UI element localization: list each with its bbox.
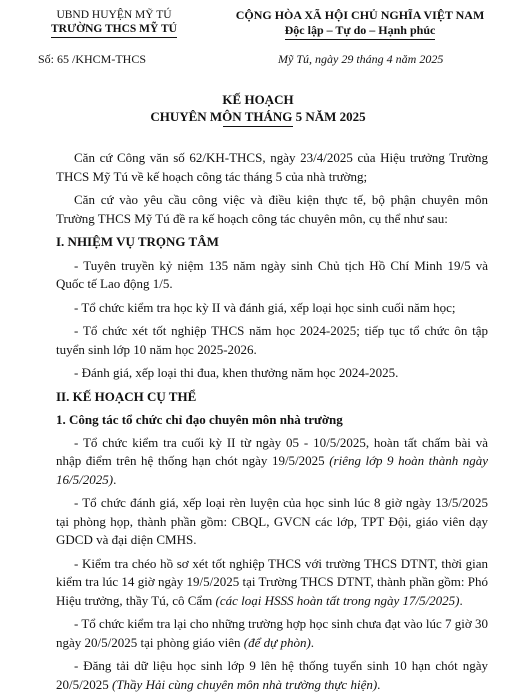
section-1-item: - Tổ chức kiểm tra học kỳ II và đánh giá, xếp loại học sinh cuối năm học; [74, 299, 456, 315]
item-tail: . [459, 592, 463, 608]
item-tail: . [310, 634, 315, 650]
item-tail: . [377, 676, 381, 692]
item-note: (riêng lớp 9 hoàn thành ngày 16/5/2025) [56, 453, 488, 487]
item-text: - Tổ chức đánh giá, xếp loại rèn luyện của học sinh lúc 8 giờ ngày 13/5/2025 tại phòng họp, thành phần gồm: CBQL, GVCN các lớp, TPT Đội, giáo viên dạy GDCD và đại diện CMHS. [56, 495, 488, 547]
document-title [0, 91, 516, 127]
section-2-item [56, 494, 488, 550]
issuing-organization [24, 8, 204, 38]
item-text: - Tổ chức kiểm tra lại cho những trường hợp học sinh chưa đạt vào lúc 7 giờ 30 ngày 20/5/2025 tại phòng giáo viên [56, 616, 488, 650]
nation-line-2: Độc lập – Tự do – Hạnh phúc [285, 23, 436, 40]
section-2-item [56, 657, 488, 694]
intro-paragraph-2: Căn cứ vào yêu cầu công việc và điều kiện thực tế, bộ phận chuyên môn Trường THCS Mỹ Tú đề ra kế hoạch công tác chuyên môn, cụ thể như sau: [56, 192, 488, 226]
document-number: Số: 65 /KHCM-THCS [38, 52, 147, 66]
item-note: (Thầy Hải cùng chuyên môn nhà trường thực hiện) [111, 676, 378, 692]
org-line-1: UBND HUYỆN MỸ TÚ [56, 9, 172, 21]
section-1-heading: I. NHIỆM VỤ TRỌNG TÂM [56, 234, 219, 249]
national-motto [210, 8, 510, 40]
item-note: (để dự phòn) [243, 634, 311, 650]
section-2-item [56, 615, 488, 652]
item-text: - Tổ chức kiểm tra cuối kỳ II từ ngày 05 - 10/5/2025, hoàn tất chấm bài và nhập điểm trên hệ thống hạn chót ngày 19/5/2025 [56, 434, 488, 468]
item-note: (các loại HSSS hoàn tất trong ngày 17/5/2025) [215, 592, 460, 608]
title-line-2: CHUYÊN MÔN THÁNG 5 NĂM 2025 [150, 109, 366, 124]
title-line-1: KẾ HOẠCH [222, 92, 294, 107]
item-text: - Đăng tải dữ liệu học sinh lớp 9 lên hệ thống tuyển sinh 10 hạn chót ngày 20/5/2025 [56, 658, 488, 692]
item-text: - Kiểm tra chéo hồ sơ xét tốt nghiệp THCS với trường THCS DTNT, thời gian kiểm tra lúc 14 giờ ngày 19/5/2025 tại Trường THCS DTNT, thành phần gồm: Phó Hiệu trưởng, thầy Tú, cô Cẩm [56, 555, 488, 608]
item-tail: . [113, 471, 117, 487]
section-2-item [56, 555, 488, 611]
title-underline [223, 126, 293, 127]
org-line-2: TRƯỜNG THCS MỸ TÚ [51, 22, 177, 38]
document-date: Mỹ Tú, ngày 29 tháng 4 năm 2025 [278, 52, 444, 66]
subsection-1-heading: 1. Công tác tổ chức chỉ đạo chuyên môn nhà trường [56, 412, 343, 427]
section-2-item [56, 434, 488, 490]
section-2-heading: II. KẾ HOẠCH CỤ THỂ [56, 388, 197, 404]
section-1-item: - Đánh giá, xếp loại thi đua, khen thưởng năm học 2024-2025. [74, 365, 399, 380]
section-1-item: - Tổ chức xét tốt nghiệp THCS năm học 2024-2025; tiếp tục tổ chức ôn tập tuyển sinh lớp 10 năm học 2025-2026. [56, 323, 488, 357]
intro-paragraph-1: Căn cứ Công văn số 62/KH-THCS, ngày 23/4/2025 của Hiệu trưởng Trường THCS Mỹ Tú về kế hoạch công tác tháng 5 của nhà trường; [56, 150, 488, 184]
section-1-item: - Tuyên truyền kỷ niệm 135 năm ngày sinh Chủ tịch Hồ Chí Minh 19/5 và Quốc tế Lao động 1/5. [56, 257, 488, 291]
nation-line-1: CỘNG HÒA XÃ HỘI CHỦ NGHĨA VIỆT NAM [235, 8, 485, 22]
document-body [56, 149, 488, 699]
